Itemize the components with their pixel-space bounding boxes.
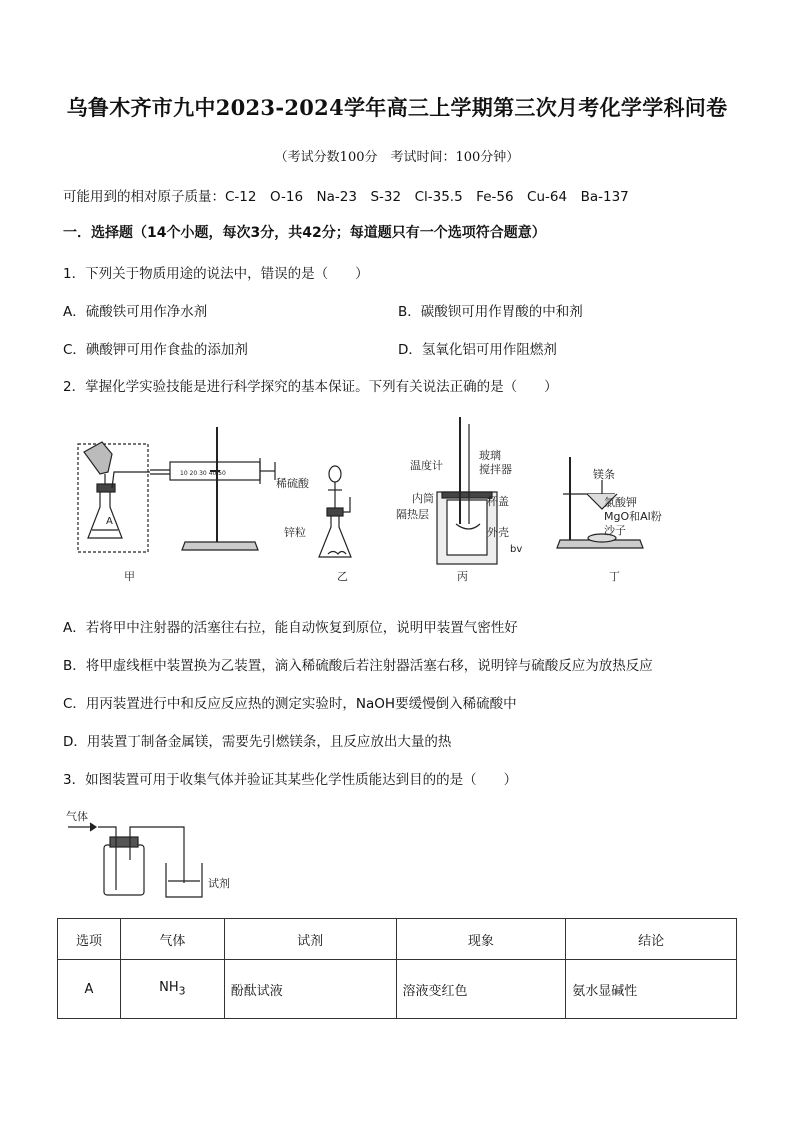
rubber-hose (150, 470, 170, 474)
bing-insulation-label: 隔热层 (396, 508, 429, 521)
apparatus-jia (78, 427, 275, 552)
header-option: 选项 (58, 919, 121, 960)
q2-option-d: D．用装置丁制备金属镁，需要先引燃镁条，且反应放出大量的热 (63, 734, 452, 750)
bing-mark: bv (510, 544, 523, 555)
header-gas: 气体 (120, 919, 224, 960)
q3-gas-label: 气体 (66, 810, 88, 823)
ding-mix-label: MgO和Al粉 (604, 510, 662, 523)
cup-lid (442, 492, 492, 498)
q2-stem: 2．掌握化学实验技能是进行科学探究的基本保证。下列有关说法正确的是（ ） (63, 379, 558, 395)
bottle-stopper (110, 837, 138, 847)
q2-option-c: C．用丙装置进行中和反应反应热的测定实验时，NaOH要缓慢倒入稀硫酸中 (63, 696, 517, 712)
caption-yi: 乙 (337, 570, 348, 583)
funnel (84, 442, 112, 474)
q1-option-b: B．碳酸钡可用作胃酸的中和剂 (398, 304, 583, 320)
gas-formula: NH (159, 980, 179, 996)
q1-option-d: D．氢氧化铝可用作阻燃剂 (398, 342, 557, 358)
q1-option-c: C．碘酸钾可用作食盐的添加剂 (63, 342, 248, 358)
jia-label-a: A (106, 516, 113, 527)
stand-base (182, 542, 258, 550)
bing-stirrer-label-1: 玻璃 (479, 449, 501, 462)
q2-option-a: A．若将甲中注射器的活塞往右拉，能自动恢复到原位，说明甲装置气密性好 (63, 620, 518, 636)
stopper (327, 508, 343, 516)
apparatus-bing (437, 417, 497, 564)
q3-apparatus-figure (62, 805, 262, 905)
bing-inner-label: 内筒 (412, 492, 434, 505)
side-tube (343, 497, 350, 512)
gas-subscript: 3 (178, 984, 186, 998)
atomic-masses: 可能用到的相对原子质量：C-12 O-16 Na-23 S-32 Cl-35.5 Fe-56 Cu-64 Ba-137 (63, 189, 629, 205)
conical-flask (319, 516, 351, 557)
q2-apparatus-figure (70, 412, 670, 592)
zinc-granules (328, 552, 346, 555)
cell-gas (120, 960, 224, 1019)
caption-ding: 丁 (609, 570, 620, 583)
q2-option-b: B．将甲虚线框中装置换为乙装置，滴入稀硫酸后若注射器活塞右移，说明锌与硫酸反应为放热反应 (63, 658, 653, 674)
q1-stem: 1．下列关于物质用途的说法中，错误的是（ ） (63, 266, 369, 282)
arrow-head (90, 823, 96, 831)
syringe-scale: 10 20 30 40 50 (180, 470, 226, 477)
header-conclusion: 结论 (566, 919, 737, 960)
cell-option: A (58, 960, 121, 1019)
connector-tube (112, 472, 150, 488)
q3-reagent-label: 试剂 (208, 877, 230, 890)
q1-option-a: A．硫酸铁可用作净水剂 (63, 304, 208, 320)
section-heading: 一．选择题（14个小题，每次3分，共42分；每道题只有一个选项符合题意） (63, 225, 546, 241)
ding-sand-label: 沙子 (604, 524, 626, 537)
caption-jia: 甲 (124, 570, 135, 583)
cell-reagent: 酚酞试液 (224, 960, 396, 1019)
dropping-funnel (329, 466, 341, 482)
cell-conclusion: 氨水显碱性 (566, 960, 737, 1019)
header-reagent: 试剂 (224, 919, 396, 960)
apparatus-yi (319, 466, 351, 557)
ding-mg-label: 镁条 (593, 468, 615, 481)
yi-zinc-label: 锌粒 (284, 526, 306, 539)
bing-thermometer-label: 温度计 (410, 459, 443, 472)
table-header-row (58, 919, 737, 960)
cell-phenomenon: 溶液变红色 (396, 960, 566, 1019)
header-phenomenon: 现象 (396, 919, 566, 960)
gas-bottle (104, 845, 144, 895)
caption-bing: 丙 (457, 570, 468, 583)
ding-kclo3-label: 氯酸钾 (604, 496, 637, 509)
bing-shell-label: 外壳 (487, 526, 509, 539)
bing-stirrer-label-2: 搅拌器 (479, 463, 512, 476)
bing-lid-label: 杯盖 (487, 495, 509, 508)
exam-subtitle: （考试分数100分 考试时间：100分钟） (274, 150, 520, 165)
table-row (58, 960, 737, 1019)
q3-stem: 3．如图装置可用于收集气体并验证其某些化学性质能达到目的的是（ ） (63, 772, 518, 788)
flask (88, 492, 122, 538)
inner-cup (447, 500, 487, 555)
q3-table (57, 918, 737, 1019)
exam-title: 乌鲁木齐市九中2023-2024学年高三上学期第三次月考化学学科问卷 (66, 95, 728, 120)
yi-acid-label: 稀硫酸 (276, 477, 309, 490)
outlet-tube (130, 827, 184, 883)
